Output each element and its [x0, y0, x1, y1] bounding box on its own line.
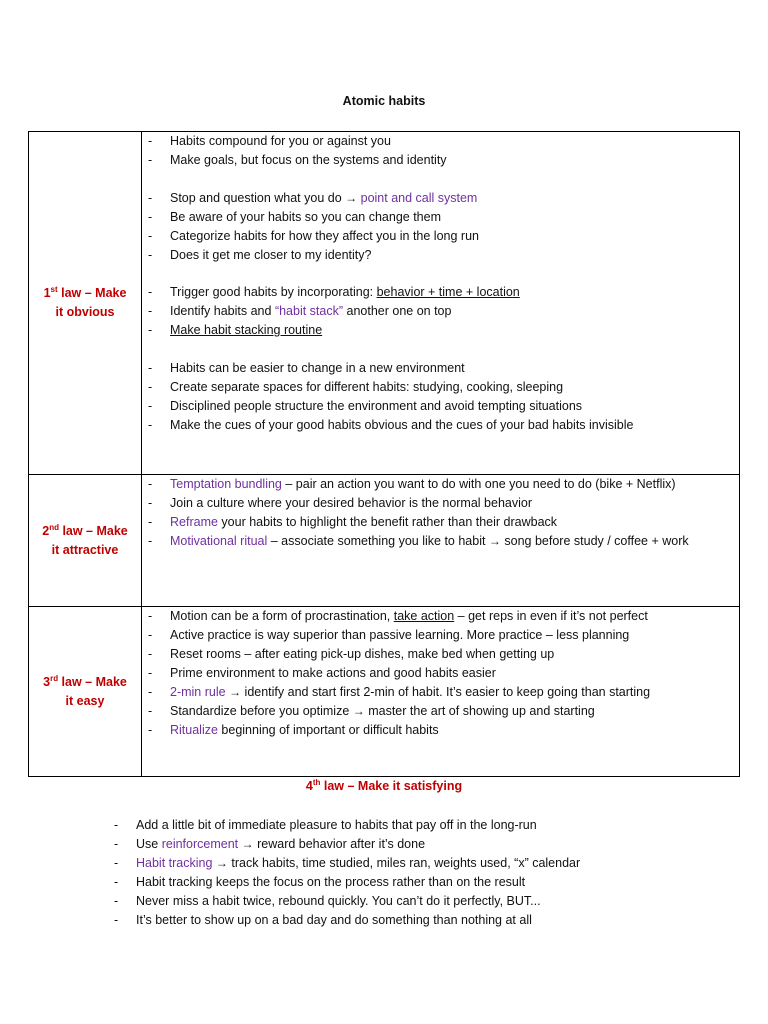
arrow-icon: →	[215, 856, 228, 870]
item-text: Motivational ritual	[170, 534, 268, 548]
item-text: Motion can be a form of procrastination,	[170, 609, 394, 623]
list-item	[142, 208, 739, 227]
item-text: Add a little bit of immediate pleasure to habits that pay off in the long-run	[136, 818, 537, 832]
law-label-line1: law – Make	[57, 286, 127, 300]
law-row	[29, 475, 740, 607]
law-label-line1: law – Make	[58, 674, 127, 689]
list-item	[142, 302, 739, 321]
law4-heading	[0, 779, 768, 793]
item-text: – pair an action you want to do with one you need to do (bike + Netflix)	[281, 477, 676, 491]
law-row	[29, 132, 740, 475]
item-text: – get reps in even if it’s not perfect	[454, 609, 648, 623]
law-content	[142, 607, 740, 777]
item-text: Make habit stacking routine	[170, 323, 323, 337]
item-text: Join a culture where your desired behavior is the normal behavior	[170, 496, 532, 510]
law-label-line2: it easy	[65, 693, 105, 708]
list-item	[142, 626, 739, 645]
law-ordinal: st	[50, 284, 58, 294]
item-text: Use	[136, 837, 162, 851]
item-text: beginning of important or difficult habits	[217, 723, 439, 737]
group-spacer	[142, 265, 739, 284]
list-item	[108, 911, 748, 930]
item-text: Standardize before you optimize	[170, 704, 353, 718]
item-text: Reframe	[170, 515, 218, 529]
law-label-line1: law – Make	[58, 523, 128, 538]
list-item	[108, 873, 748, 892]
law-ordinal: nd	[49, 522, 59, 532]
item-text: Active practice is way superior than passive learning. More practice – less planning	[170, 628, 630, 642]
list-item	[108, 816, 748, 835]
arrow-icon: →	[241, 837, 254, 851]
bullet-list	[142, 475, 739, 551]
bullet-list	[142, 359, 739, 435]
law-ordinal: th	[312, 777, 321, 787]
item-text: take action	[393, 609, 455, 623]
item-text: Disciplined people structure the environment and avoid tempting situations	[170, 398, 583, 413]
group-spacer	[142, 340, 739, 359]
item-text: “habit stack”	[274, 304, 344, 318]
item-text: song before study / coffee + work	[500, 534, 689, 548]
list-item	[142, 607, 739, 626]
document-title: Atomic habits	[342, 94, 426, 108]
list-item	[142, 246, 739, 265]
item-text: Habit tracking keeps the focus on the process rather than on the result	[136, 875, 526, 889]
list-item	[108, 854, 748, 873]
law-label-line2: it obvious	[55, 305, 115, 319]
bullet-list	[108, 816, 748, 930]
item-text: Habits can be easier to change in a new environment	[170, 360, 465, 375]
item-text: Reset rooms – after eating pick-up dishes, make bed when getting up	[170, 647, 555, 661]
list-item	[108, 892, 748, 911]
list-item	[142, 721, 739, 740]
list-item	[142, 151, 739, 170]
item-text: reward behavior after it’s done	[253, 837, 426, 851]
item-text: Make goals, but focus on the systems and identity	[170, 153, 447, 167]
law-label-line2: it attractive	[51, 542, 119, 557]
item-text: Stop and question what you do	[170, 190, 346, 205]
list-item	[142, 227, 739, 246]
item-text: Prime environment to make actions and good habits easier	[170, 666, 496, 680]
law-label	[29, 475, 142, 607]
list-item	[142, 645, 739, 664]
list-item	[108, 835, 748, 854]
item-text: behavior + time + location	[376, 285, 520, 299]
item-text: Trigger good habits by incorporating:	[170, 285, 377, 299]
list-item	[142, 321, 739, 340]
list-item	[142, 664, 739, 683]
item-text: Temptation bundling	[170, 477, 282, 491]
law-label	[29, 607, 142, 777]
list-item	[142, 132, 739, 151]
list-item	[142, 683, 739, 702]
law-label	[29, 132, 142, 475]
item-text: Create separate spaces for different habits: studying, cooking, sleeping	[170, 379, 564, 394]
item-text: track habits, time studied, miles ran, weights used, “x” calendar	[227, 856, 581, 870]
item-text: Never miss a habit twice, rebound quickly. You can’t do it perfectly, BUT...	[136, 894, 541, 908]
list-item	[142, 378, 739, 397]
law-content	[142, 475, 740, 607]
item-text: Habits compound for you or against you	[170, 134, 391, 148]
item-text: Ritualize	[170, 723, 218, 737]
list-item	[142, 397, 739, 416]
item-text: master the art of showing up and starting	[364, 704, 595, 718]
arrow-icon: →	[345, 190, 358, 205]
item-text: It’s better to show up on a bad day and do something than nothing at all	[136, 913, 532, 927]
list-item	[142, 532, 739, 551]
item-text: reinforcement	[161, 837, 239, 851]
item-text: Make the cues of your good habits obvious and the cues of your bad habits invisible	[170, 417, 634, 432]
group-spacer	[142, 170, 739, 189]
arrow-icon: →	[488, 534, 501, 548]
item-text: Categorize habits for how they affect you in the long run	[170, 228, 479, 243]
list-item	[142, 513, 739, 532]
list-item	[142, 475, 739, 494]
law-ordinal: rd	[50, 673, 59, 683]
list-item	[142, 702, 739, 721]
item-text: your habits to highlight the benefit rather than their drawback	[217, 515, 558, 529]
arrow-icon: →	[352, 704, 365, 718]
law-content	[142, 132, 740, 475]
item-text: – associate something you like to habit	[267, 534, 489, 548]
bullet-list	[142, 132, 739, 170]
laws-table	[28, 131, 740, 777]
item-text: Be aware of your habits so you can change them	[170, 209, 441, 224]
law-number: 4	[305, 779, 313, 793]
item-text: point and call system	[360, 190, 478, 205]
list-item	[142, 416, 739, 435]
item-text: Identify habits and	[170, 304, 275, 318]
law-label: law – Make it satisfying	[320, 779, 463, 793]
law-number: 1	[43, 286, 51, 300]
bullet-list	[142, 607, 739, 740]
law-row	[29, 607, 740, 777]
law4-list	[108, 816, 748, 930]
law-number: 3	[43, 674, 51, 689]
law-number: 2	[42, 523, 50, 538]
item-text: another one on top	[343, 304, 452, 318]
item-text: identify and start first 2-min of habit. It’s easier to keep going than starting	[241, 685, 651, 699]
list-item	[142, 283, 739, 302]
list-item	[142, 494, 739, 513]
arrow-icon: →	[229, 685, 242, 699]
item-text: Habit tracking	[136, 856, 213, 870]
item-text: Does it get me closer to my identity?	[170, 247, 372, 262]
item-text: 2-min rule	[170, 685, 226, 699]
bullet-list	[142, 283, 739, 340]
bullet-list	[142, 189, 739, 265]
list-item	[142, 359, 739, 378]
list-item	[142, 189, 739, 208]
